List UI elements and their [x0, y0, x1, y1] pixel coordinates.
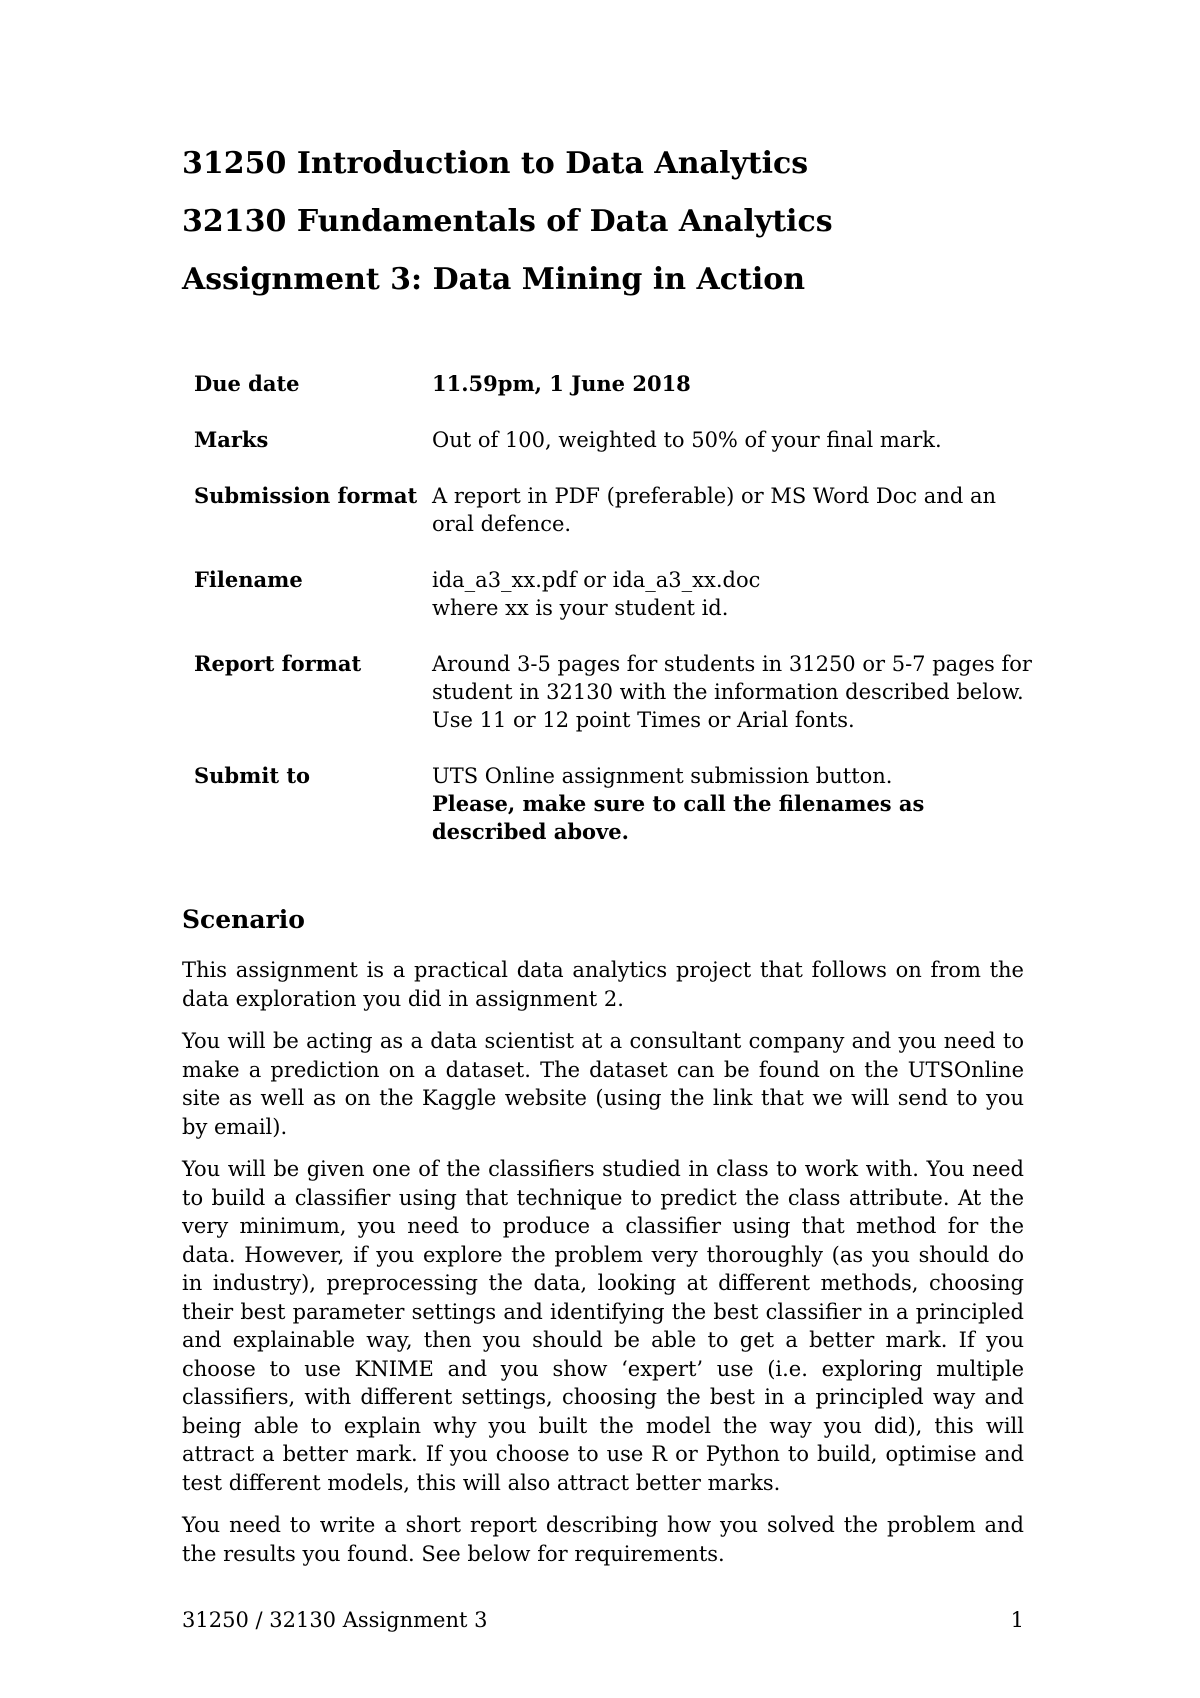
scenario-paragraph: You need to write a short report describing how you solved the problem and the results you found. See below for requirements.	[182, 1513, 1024, 1566]
submit-to-value	[432, 762, 1034, 846]
due-date-label: Due date	[194, 371, 300, 396]
marks-label: Marks	[194, 427, 269, 452]
report-format-value: Around 3-5 pages for students in 31250 or 5-7 pages for student in 32130 with the information described below. Use 11 or 12 point Times or Arial fonts.	[432, 652, 1032, 732]
scenario-body	[182, 956, 1024, 1582]
marks-value: Out of 100, weighted to 50% of your final mark.	[432, 428, 942, 452]
title-assignment: Assignment 3: Data Mining in Action	[182, 262, 806, 297]
submit-to-line-1: UTS Online assignment submission button.	[432, 764, 893, 788]
assignment-info-table	[194, 370, 1034, 874]
scenario-paragraph: This assignment is a practical data analytics project that follows on from the data exploration you did in assignment 2.	[182, 958, 1024, 1011]
info-row-due-date	[194, 370, 1034, 398]
filename-line-2: where xx is your student id.	[432, 596, 729, 620]
submission-format-label: Submission format	[194, 483, 418, 508]
info-row-submit-to	[194, 762, 1034, 846]
filename-label: Filename	[194, 567, 303, 592]
info-row-marks	[194, 426, 1034, 454]
page-footer	[182, 1606, 1024, 1634]
scenario-heading: Scenario	[182, 905, 305, 934]
scenario-paragraph: You will be acting as a data scientist at a consultant company and you need to make a prediction on a dataset. The dataset can be found on the UTSOnline site as well as on the Kaggle website (using the link that we will send to you by email).	[182, 1029, 1024, 1139]
info-row-report-format	[194, 650, 1034, 734]
filename-line-1: ida_a3_xx.pdf or ida_a3_xx.doc	[432, 568, 761, 592]
submit-to-line-2: Please, make sure to call the filenames as described above.	[432, 791, 925, 844]
scenario-paragraph: You will be given one of the classifiers studied in class to work with. You need to build a classifier using that technique to predict the class attribute. At the very minimum, you need to produce a classifier using that method for the data. However, if you explore the problem very thoroughly (as you should do in industry), preprocessing the data, looking at different methods, choosing their best parameter settings and identifying the best classifier in a principled and explainable way, then you should be able to get a better mark. If you choose to use KNIME and you show ‘expert’ use (i.e. exploring multiple classifiers, with different settings, choosing the best in a principled way and being able to explain why you built the model the way you did), this will attract a better mark. If you choose to use R or Python to build, optimise and test different models, this will also attract better marks.	[182, 1157, 1024, 1495]
info-row-filename	[194, 566, 1034, 622]
filename-value	[432, 566, 1034, 622]
submit-to-label: Submit to	[194, 763, 311, 788]
footer-page-number: 1	[1010, 1608, 1024, 1632]
info-row-submission-format	[194, 482, 1034, 538]
footer-document-title: 31250 / 32130 Assignment 3	[182, 1608, 488, 1632]
title-course-32130: 32130 Fundamentals of Data Analytics	[182, 204, 833, 239]
report-format-label: Report format	[194, 651, 362, 676]
title-course-31250: 31250 Introduction to Data Analytics	[182, 146, 809, 181]
due-date-value: 11.59pm, 1 June 2018	[432, 371, 691, 396]
submission-format-value: A report in PDF (preferable) or MS Word Doc and an oral defence.	[432, 484, 996, 536]
